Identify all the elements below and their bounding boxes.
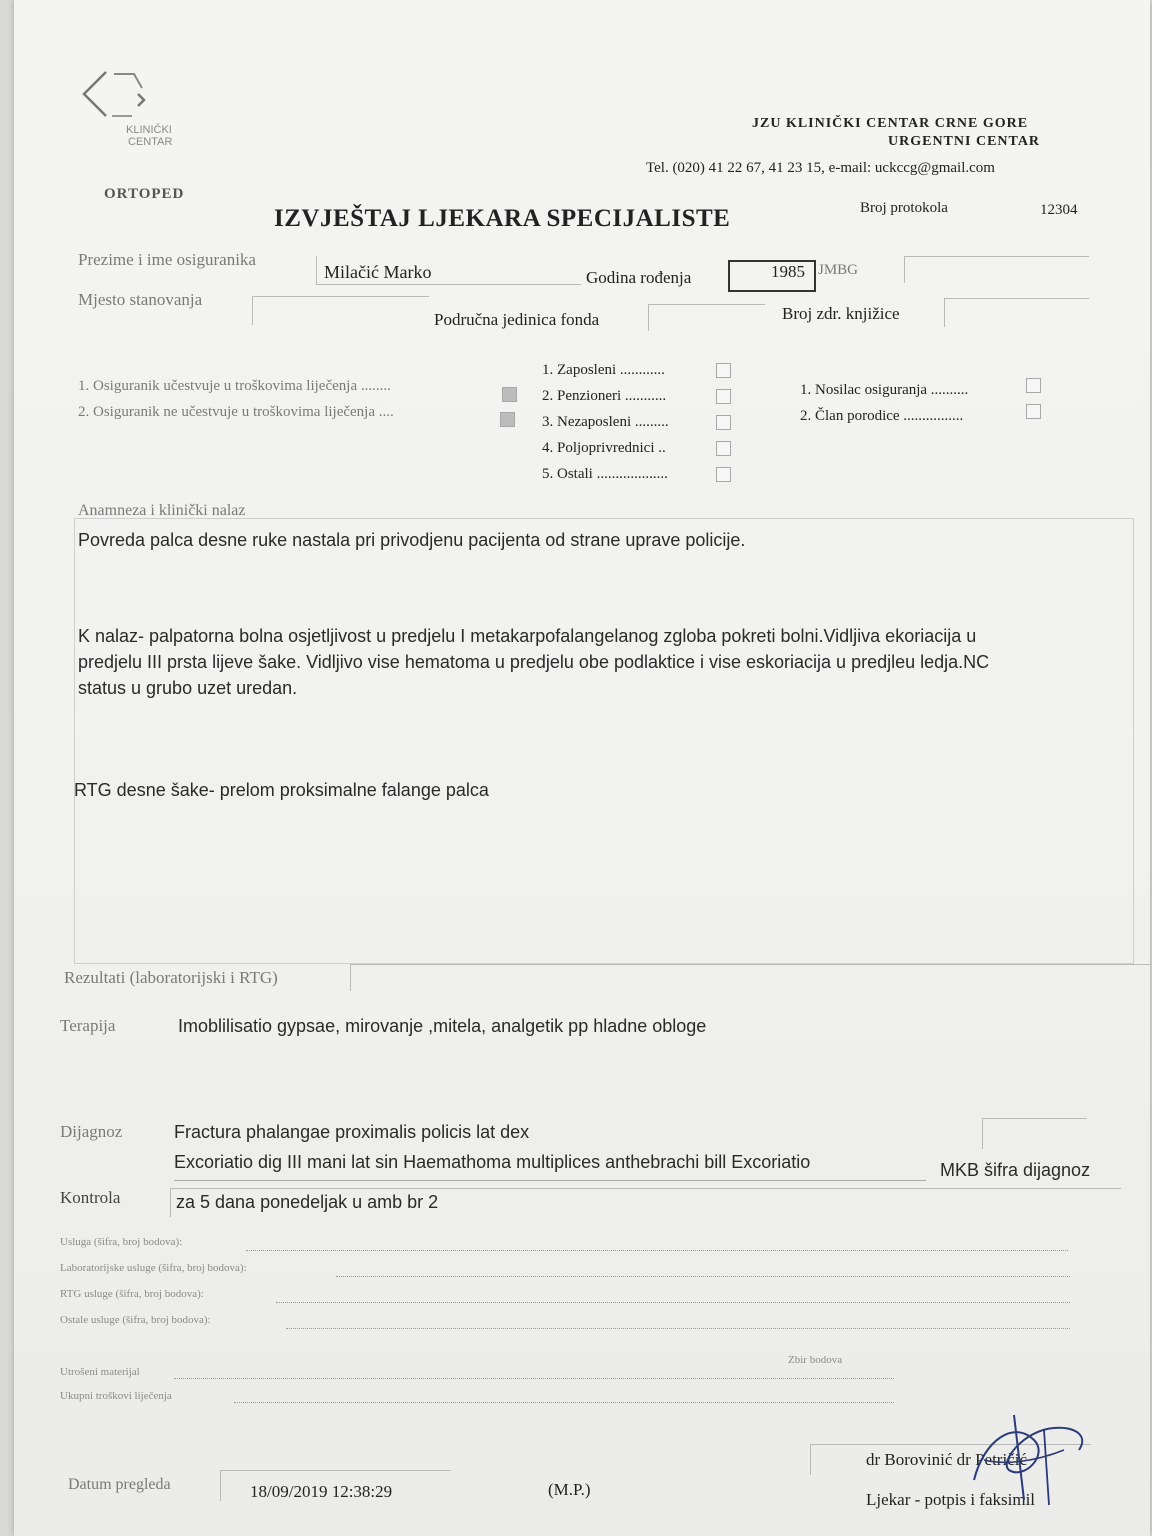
logo-text-line1: KLINIČKI [126, 124, 172, 136]
employment-option-1: 1. Zaposleni ............ [542, 362, 665, 378]
anamnesis-line1: Povreda palca desne ruke nastala pri privodjenu pacijenta od strane uprave policije. [78, 530, 746, 550]
health-book-label: Broj zdr. knjižice [782, 304, 900, 323]
finding-line-1: K nalaz- palpatorna bolna osjetljivost u predjelu I metakarpofalangelanog zgloba pokreti bolni.Vidljiva ekoriacija u [78, 626, 977, 646]
participation-option-1: 1. Osiguranik učestvuje u troškovima liječenja ........ [78, 378, 391, 394]
service-label-3: RTG usluge (šifra, broj bodova): [60, 1288, 204, 1300]
insurance-option-1: 1. Nosilac osiguranja .......... [800, 382, 969, 398]
service-label-2: Laboratorijske usluge (šifra, broj bodova): [60, 1262, 247, 1274]
service-line-1 [246, 1250, 1068, 1251]
service-line-2 [336, 1276, 1070, 1277]
control-value: za 5 dana ponedeljak u amb br 2 [176, 1192, 439, 1212]
employment-checkbox-5[interactable] [716, 467, 731, 482]
finding-line-3: status u grubo uzet uredan. [78, 678, 298, 698]
service-label-1: Usluga (šifra, broj bodova): [60, 1236, 183, 1248]
institution-name: JZU KLINIČKI CENTAR CRNE GORE [752, 116, 1029, 131]
fund-unit-label: Područna jedinica fonda [434, 310, 600, 329]
participation-checkbox-2[interactable] [500, 412, 515, 427]
mkb-label: MKB šifra dijagnoz [940, 1160, 1091, 1180]
residence-label: Mjesto stanovanja [78, 290, 203, 309]
jmbg-label: JMBG [818, 262, 859, 278]
doctor-name: dr Borovinić dr Petričić [866, 1450, 1027, 1469]
participation-option-2: 2. Osiguranik ne učestvuje u troškovima liječenja .... [78, 404, 394, 420]
results-label: Rezultati (laboratorijski i RTG) [64, 968, 278, 987]
employment-checkbox-2[interactable] [716, 389, 731, 404]
insurance-checkbox-2[interactable] [1026, 404, 1041, 419]
points-label: Zbir bodova [788, 1354, 843, 1366]
protocol-number: 12304 [1040, 202, 1078, 218]
participation-checkbox-1[interactable] [502, 387, 517, 402]
diagnosis-line1: Fractura phalangae proximalis policis lat dex [174, 1122, 530, 1142]
contact-info: Tel. (020) 41 22 67, 41 23 15, e-mail: uckccg@gmail.com [646, 160, 995, 176]
protocol-label: Broj protokola [860, 200, 948, 216]
insurance-option-2: 2. Član porodice ................ [800, 408, 964, 424]
date-label: Datum pregleda [68, 1476, 171, 1493]
insurance-checkbox-1[interactable] [1026, 378, 1041, 393]
health-book-field[interactable] [944, 298, 1089, 327]
doctor-caption: Ljekar - potpis i faksimil [866, 1490, 1036, 1509]
material-line [174, 1378, 894, 1379]
employment-checkbox-3[interactable] [716, 415, 731, 430]
service-line-4 [286, 1328, 1070, 1329]
cost-label: Ukupni troškovi liječenja [60, 1390, 172, 1402]
name-label: Prezime i ime osiguranika [78, 250, 256, 269]
finding-line-2: predjelu III prsta lijeve šake. Vidljivo vise hematoma u predjelu obe podlaktice i vise eskoriacija u predjleu ledja.NC [78, 652, 990, 672]
mkb-code-field[interactable] [982, 1118, 1087, 1149]
anamnesis-box [74, 518, 1134, 964]
logo-text-line2: CENTAR [128, 136, 173, 148]
signature-icon [954, 1410, 1104, 1510]
cost-line [234, 1402, 894, 1403]
residence-field[interactable] [252, 296, 429, 325]
department-label: ORTOPED [104, 186, 185, 202]
anamnesis-label: Anamneza i klinički nalaz [78, 502, 246, 519]
material-label: Utrošeni materijal [60, 1366, 140, 1378]
service-label-4: Ostale usluge (šifra, broj bodova): [60, 1314, 211, 1326]
control-label: Kontrola [60, 1188, 121, 1207]
service-line-3 [276, 1302, 1070, 1303]
date-value: 18/09/2019 12:38:29 [250, 1482, 393, 1501]
therapy-label: Terapija [60, 1016, 116, 1035]
clinic-logo-icon [76, 66, 156, 126]
therapy-value: Imoblilisatio gypsae, mirovanje ,mitela, analgetik pp hladne obloge [178, 1016, 707, 1036]
employment-option-2: 2. Penzioneri ........... [542, 388, 667, 404]
birth-year-value: 1985 [771, 262, 805, 281]
stamp-placeholder: (M.P.) [548, 1480, 591, 1499]
employment-option-4: 4. Poljoprivrednici .. [542, 440, 666, 456]
diagnosis-label: Dijagnoz [60, 1122, 123, 1141]
fund-unit-field[interactable] [648, 304, 765, 331]
results-field[interactable] [350, 964, 1151, 991]
page-title: IZVJEŠTAJ LJEKARA SPECIJALISTE [274, 205, 731, 232]
unit-name: URGENTNI CENTAR [888, 134, 1041, 149]
employment-checkbox-1[interactable] [716, 363, 731, 378]
diagnosis-underline [174, 1180, 926, 1181]
employment-option-5: 5. Ostali ................... [542, 466, 668, 482]
birth-year-label: Godina rođenja [586, 268, 692, 287]
name-value: Milačić Marko [324, 262, 432, 282]
employment-option-3: 3. Nezaposleni ......... [542, 414, 669, 430]
jmbg-field[interactable] [904, 256, 1089, 283]
employment-checkbox-4[interactable] [716, 441, 731, 456]
report-paper [14, 0, 1150, 1536]
diagnosis-line2: Excoriatio dig III mani lat sin Haemathoma multiplices anthebrachi bill Excoriatio [174, 1152, 811, 1172]
rtg-finding: RTG desne šake- prelom proksimalne falange palca [74, 780, 489, 800]
